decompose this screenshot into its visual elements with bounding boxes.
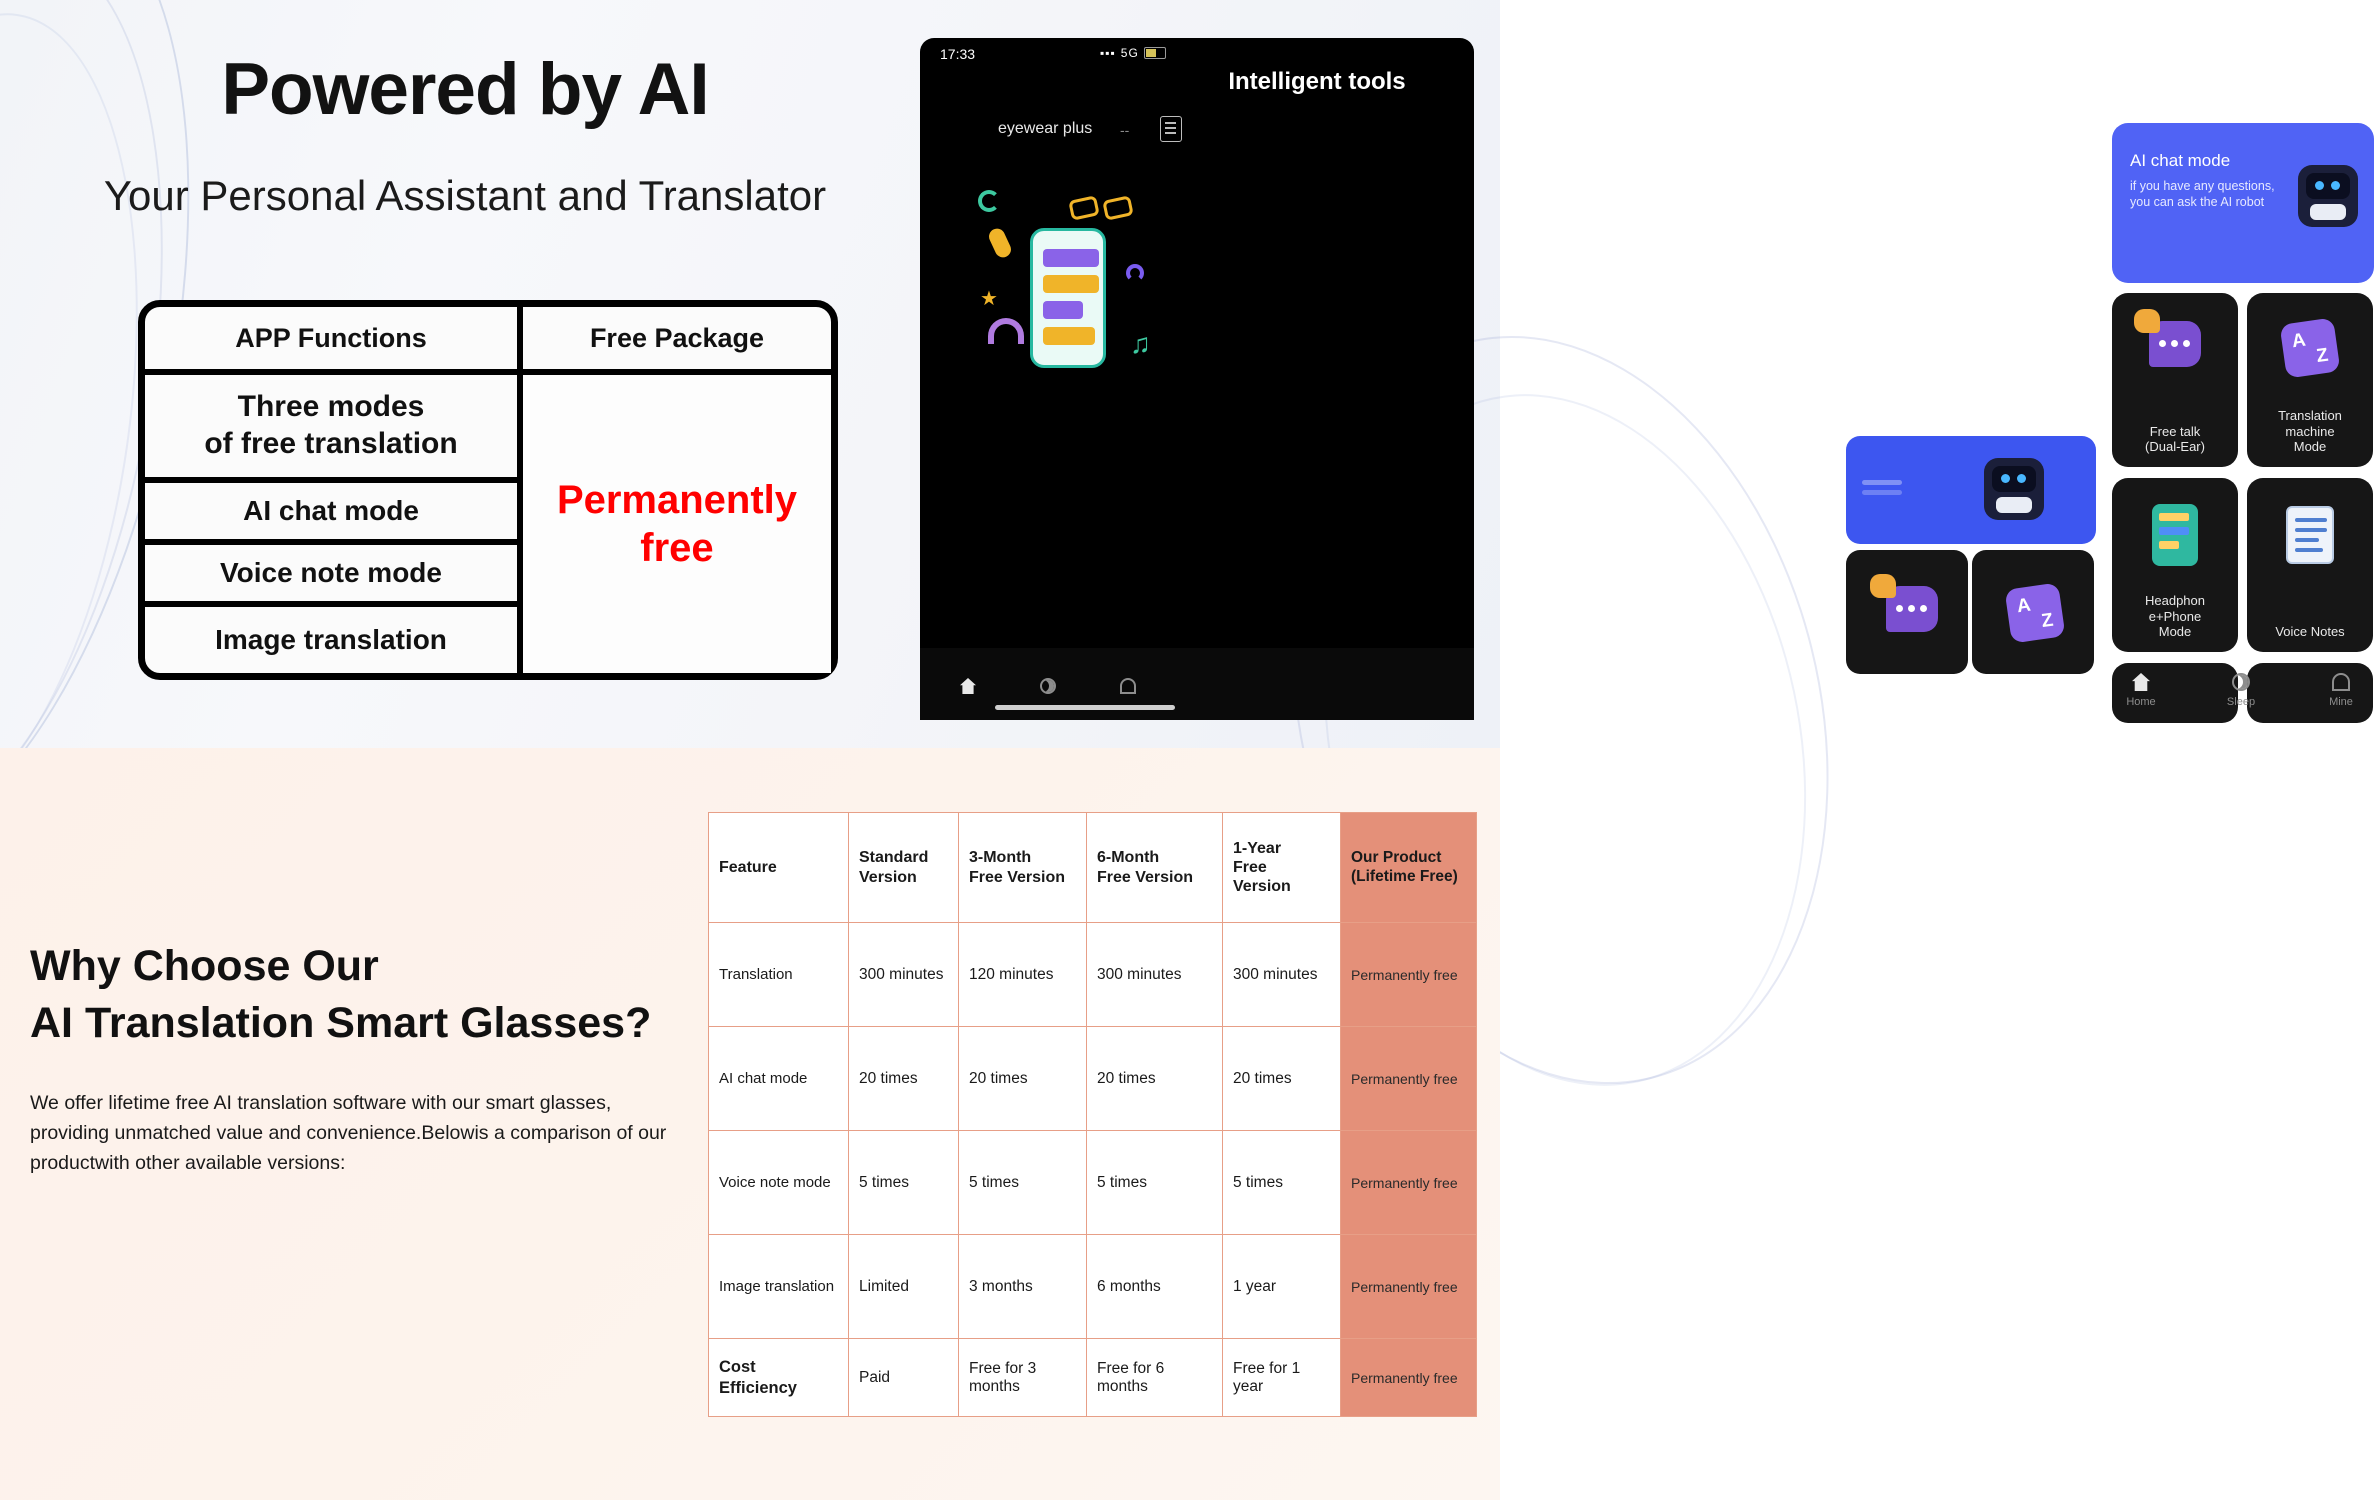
feature-three-modes-line2: of free translation	[204, 427, 458, 460]
cell-6month: 5 times	[1087, 1131, 1223, 1235]
free-package-header: Free Package	[523, 307, 831, 375]
comparison-table	[708, 812, 1477, 1417]
table-row	[709, 1131, 1477, 1235]
row-feature: Image translation	[709, 1235, 849, 1339]
phone-illustration-icon	[1030, 228, 1106, 368]
ai-chat-card-title: AI chat mode	[2130, 151, 2231, 170]
feature-three-modes	[145, 375, 517, 483]
sleep-icon[interactable]	[1040, 678, 1056, 694]
cell-our-product: Permanently free	[1341, 923, 1477, 1027]
mine-icon[interactable]	[1120, 678, 1136, 694]
tile-free-talk-label: Free talk (Dual-Ear)	[2145, 423, 2205, 455]
row-feature: Voice note mode	[709, 1131, 849, 1235]
nav-item-home-label: Home	[2126, 696, 2156, 708]
cell-our-product: Permanently free	[1341, 1235, 1477, 1339]
cell-standard: 5 times	[849, 1131, 959, 1235]
phone-mode-icon	[2152, 504, 2198, 566]
moon-icon	[2232, 673, 2250, 691]
nav-item-mine[interactable]	[2306, 673, 2376, 708]
device-status: --	[1120, 122, 1130, 138]
feature-three-modes-line1: Three modes	[237, 390, 425, 424]
why-choose-body: We offer lifetime free AI translation software with our smart glasses, providing unmatched value and convenience.Belowis a comparison of our productwith other available versions:	[30, 1092, 667, 1175]
tile-chat-shortcut[interactable]	[1846, 550, 1968, 674]
network-label: 5G	[1120, 46, 1139, 60]
col-standard-version: Standard Version	[849, 813, 959, 923]
cell-6month: 20 times	[1087, 1027, 1223, 1131]
tile-translation-label: Translation machine Mode	[2278, 408, 2342, 455]
banner-placeholder-text	[1862, 480, 1902, 485]
col-3month-free-version: 3-Month Free Version	[959, 813, 1087, 923]
headphones-icon	[988, 318, 1024, 344]
cell-6month: 6 months	[1087, 1235, 1223, 1339]
voice-notes-icon	[2286, 506, 2334, 564]
nav-left-group	[920, 648, 1240, 720]
col-6month-free-version: 6-Month Free Version	[1087, 813, 1223, 923]
device-list-icon[interactable]	[1160, 116, 1182, 142]
tile-headphone-phone-mode[interactable]	[2112, 478, 2238, 652]
cell-1year: 5 times	[1223, 1131, 1341, 1235]
table-row	[709, 1235, 1477, 1339]
intelligent-tools-title: Intelligent tools	[1228, 68, 1406, 95]
home-icon	[2132, 673, 2150, 691]
page-title: Powered by AI	[221, 49, 709, 130]
home-icon[interactable]	[960, 678, 976, 694]
comparison-table-head	[709, 813, 1477, 923]
feature-ai-chat-mode: AI chat mode	[145, 483, 517, 545]
phone-bottom-nav	[920, 648, 2353, 720]
robot-icon	[1984, 458, 2044, 520]
ai-robot-banner[interactable]	[1846, 436, 2096, 544]
gesture-handle	[995, 705, 1175, 710]
row-feature: Translation	[709, 923, 849, 1027]
status-time: 17:33	[940, 46, 976, 62]
free-package-column	[517, 307, 831, 673]
star-icon: ★	[980, 288, 998, 310]
ai-chat-mode-card[interactable]	[2112, 123, 2374, 283]
cell-standard: 20 times	[849, 1027, 959, 1131]
tile-free-talk[interactable]	[2112, 293, 2238, 467]
table-row	[709, 1027, 1477, 1131]
ai-chat-card-subtitle: if you have any questions, you can ask the AI robot	[2130, 179, 2275, 209]
why-choose-title	[30, 938, 690, 1052]
device-name: eyewear plus	[998, 120, 1093, 137]
row-feature: AI chat mode	[709, 1027, 849, 1131]
chat-bubble-small-icon	[2134, 309, 2160, 333]
app-functions-header: APP Functions	[145, 307, 517, 375]
nav-item-home[interactable]	[2106, 673, 2176, 708]
col-feature: Feature	[709, 813, 849, 923]
hero-illustration	[950, 168, 1190, 428]
nav-item-sleep[interactable]	[2206, 673, 2276, 708]
status-indicators	[1100, 46, 1166, 60]
col-our-product: Our Product (Lifetime Free)	[1341, 813, 1477, 923]
cell-1year: 20 times	[1223, 1027, 1341, 1131]
phone-status-bar	[920, 38, 1474, 72]
cell-our-product: Permanently free	[1341, 1339, 1477, 1417]
cell-our-product: Permanently free	[1341, 1131, 1477, 1235]
robot-icon	[2298, 165, 2358, 227]
phone-screenshot	[920, 38, 2353, 720]
cell-6month: Free for 6 months	[1087, 1339, 1223, 1417]
cell-1year: 300 minutes	[1223, 923, 1341, 1027]
cell-6month: 300 minutes	[1087, 923, 1223, 1027]
free-package-value: Permanently free	[523, 375, 831, 673]
signal-icon: ▪▪▪	[1100, 46, 1116, 60]
page-subtitle: Your Personal Assistant and Translator	[103, 172, 827, 219]
cell-3month: 20 times	[959, 1027, 1087, 1131]
translate-icon: A Z	[2280, 318, 2341, 379]
table-header-row	[709, 813, 1477, 923]
table-row	[709, 1339, 1477, 1417]
bottom-section	[0, 748, 1500, 1500]
col-1year-free-version: 1-Year Free Version	[1223, 813, 1341, 923]
why-title-line2: AI Translation Smart Glasses?	[30, 998, 652, 1047]
tile-headphone-label: Headphon e+Phone Mode	[2145, 593, 2205, 640]
tile-voice-notes-label: Voice Notes	[2275, 624, 2345, 640]
tile-translation-machine[interactable]	[2247, 293, 2373, 467]
user-icon	[2332, 673, 2350, 691]
nav-item-sleep-label: Sleep	[2226, 696, 2256, 708]
why-title-line1: Why Choose Our	[30, 942, 379, 990]
music-note-icon: ♫	[1130, 328, 1151, 359]
glasses-icon	[1070, 192, 1140, 222]
cell-3month: 5 times	[959, 1131, 1087, 1235]
cell-3month: 120 minutes	[959, 923, 1087, 1027]
table-row	[709, 923, 1477, 1027]
feature-image-translation: Image translation	[215, 624, 447, 655]
comparison-table-body	[709, 923, 1477, 1417]
microphone-icon	[986, 226, 1013, 260]
tile-voice-notes[interactable]	[2247, 478, 2373, 652]
chat-bubble-small-icon	[1870, 574, 1896, 598]
cell-standard: Paid	[849, 1339, 959, 1417]
nav-item-mine-label: Mine	[2329, 696, 2353, 708]
tile-translate-shortcut[interactable]	[1972, 550, 2094, 674]
cell-1year: 1 year	[1223, 1235, 1341, 1339]
cell-3month: Free for 3 months	[959, 1339, 1087, 1417]
decorative-curl-icon	[1126, 264, 1144, 282]
cell-standard: Limited	[849, 1235, 959, 1339]
decorative-curl-icon	[978, 190, 1000, 212]
battery-icon	[1144, 47, 1166, 59]
cell-1year: Free for 1 year	[1223, 1339, 1341, 1417]
translate-icon: A Z	[2005, 583, 2066, 644]
cell-3month: 3 months	[959, 1235, 1087, 1339]
cell-our-product: Permanently free	[1341, 1027, 1477, 1131]
feature-voice-note-mode: Voice note mode	[145, 545, 517, 607]
app-functions-column	[145, 307, 517, 673]
app-functions-table	[138, 300, 838, 680]
cell-standard: 300 minutes	[849, 923, 959, 1027]
top-section	[0, 0, 2353, 748]
row-feature: Cost Efficiency	[709, 1339, 849, 1417]
